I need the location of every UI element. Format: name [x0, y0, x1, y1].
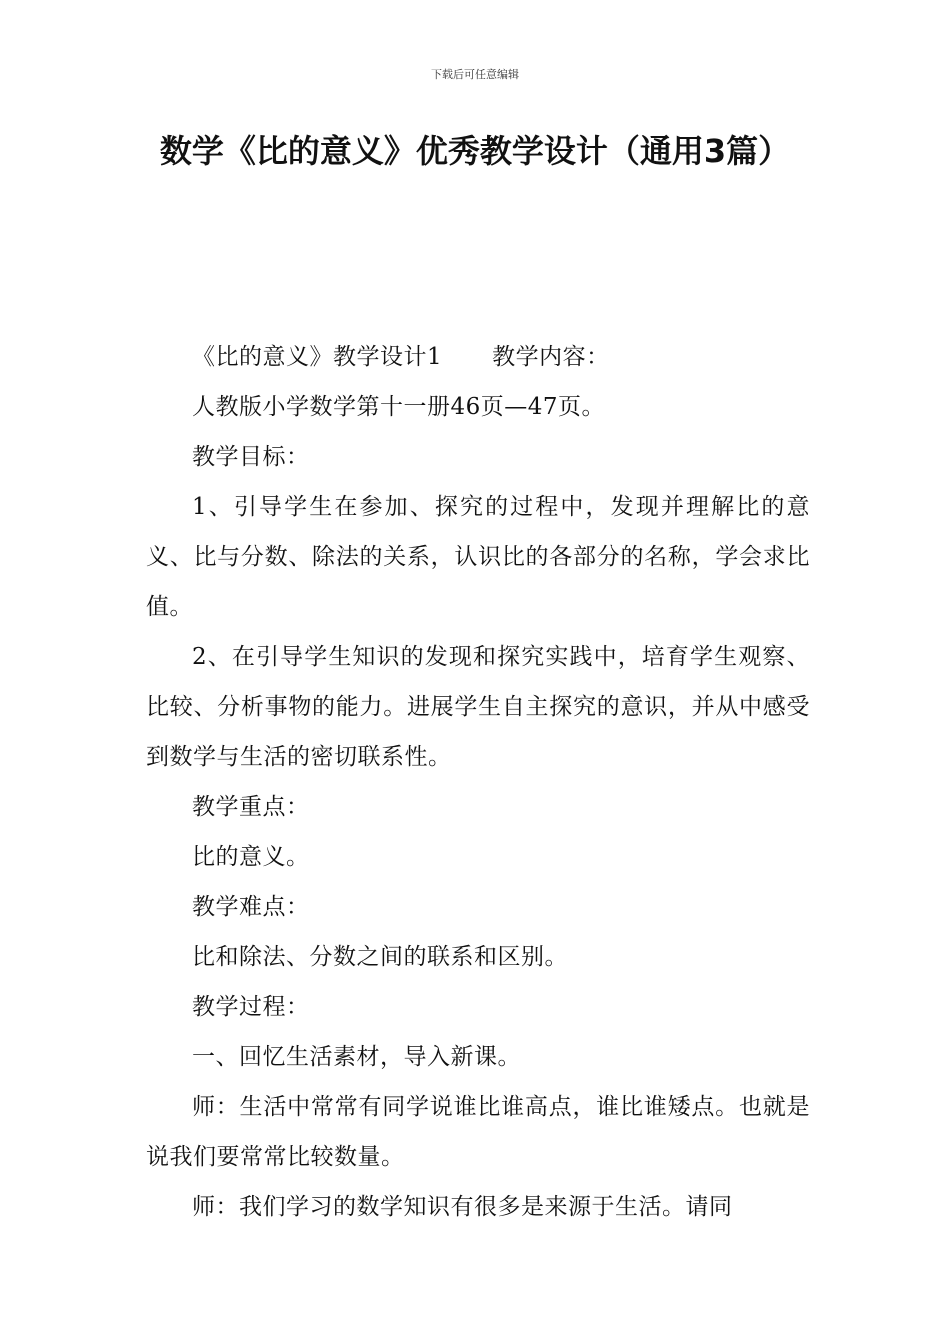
paragraph-difficulty: 比和除法、分数之间的联系和区别。: [192, 944, 568, 970]
paragraph-objective-2: 2、在引导学生知识的发现和探究实践中，培育学生观察、比较、分析事物的能力。进展学生自主探究的意识，并从中感受到数学与生活的密切联系性。: [146, 644, 810, 770]
paragraph-teacher-2: 师：我们学习的数学知识有很多是来源于生活。请同: [192, 1194, 733, 1220]
design-label: 《比的意义》教学设计1: [192, 344, 443, 370]
header-note: 下载后可任意编辑: [431, 68, 519, 81]
paragraph-difficulty-heading: 教学难点：: [192, 894, 310, 920]
paragraph-objective-1: 1、引导学生在参加、探究的过程中，发现并理解比的意义、比与分数、除法的关系，认识比的各部分的名称，学会求比值。: [146, 494, 810, 620]
content-label: 教学内容：: [492, 344, 610, 370]
intro-paragraph: [146, 332, 810, 382]
paragraph-objectives-heading: 教学目标：: [192, 444, 310, 470]
paragraph-teacher-1: 师：生活中常常有同学说谁比谁高点，谁比谁矮点。也就是说我们要常常比较数量。: [146, 1094, 810, 1170]
paragraph-textbook: 人教版小学数学第十一册46页—47页。: [192, 394, 606, 420]
document-body: [146, 332, 810, 1232]
paragraph-process-heading: 教学过程：: [192, 994, 310, 1020]
paragraph-step-1: 一、回忆生活素材，导入新课。: [192, 1044, 521, 1070]
document-title: 数学《比的意义》优秀教学设计（通用3篇）: [159, 132, 791, 170]
paragraph-key-point: 比的意义。: [192, 844, 310, 870]
paragraph-key-point-heading: 教学重点：: [192, 794, 310, 820]
